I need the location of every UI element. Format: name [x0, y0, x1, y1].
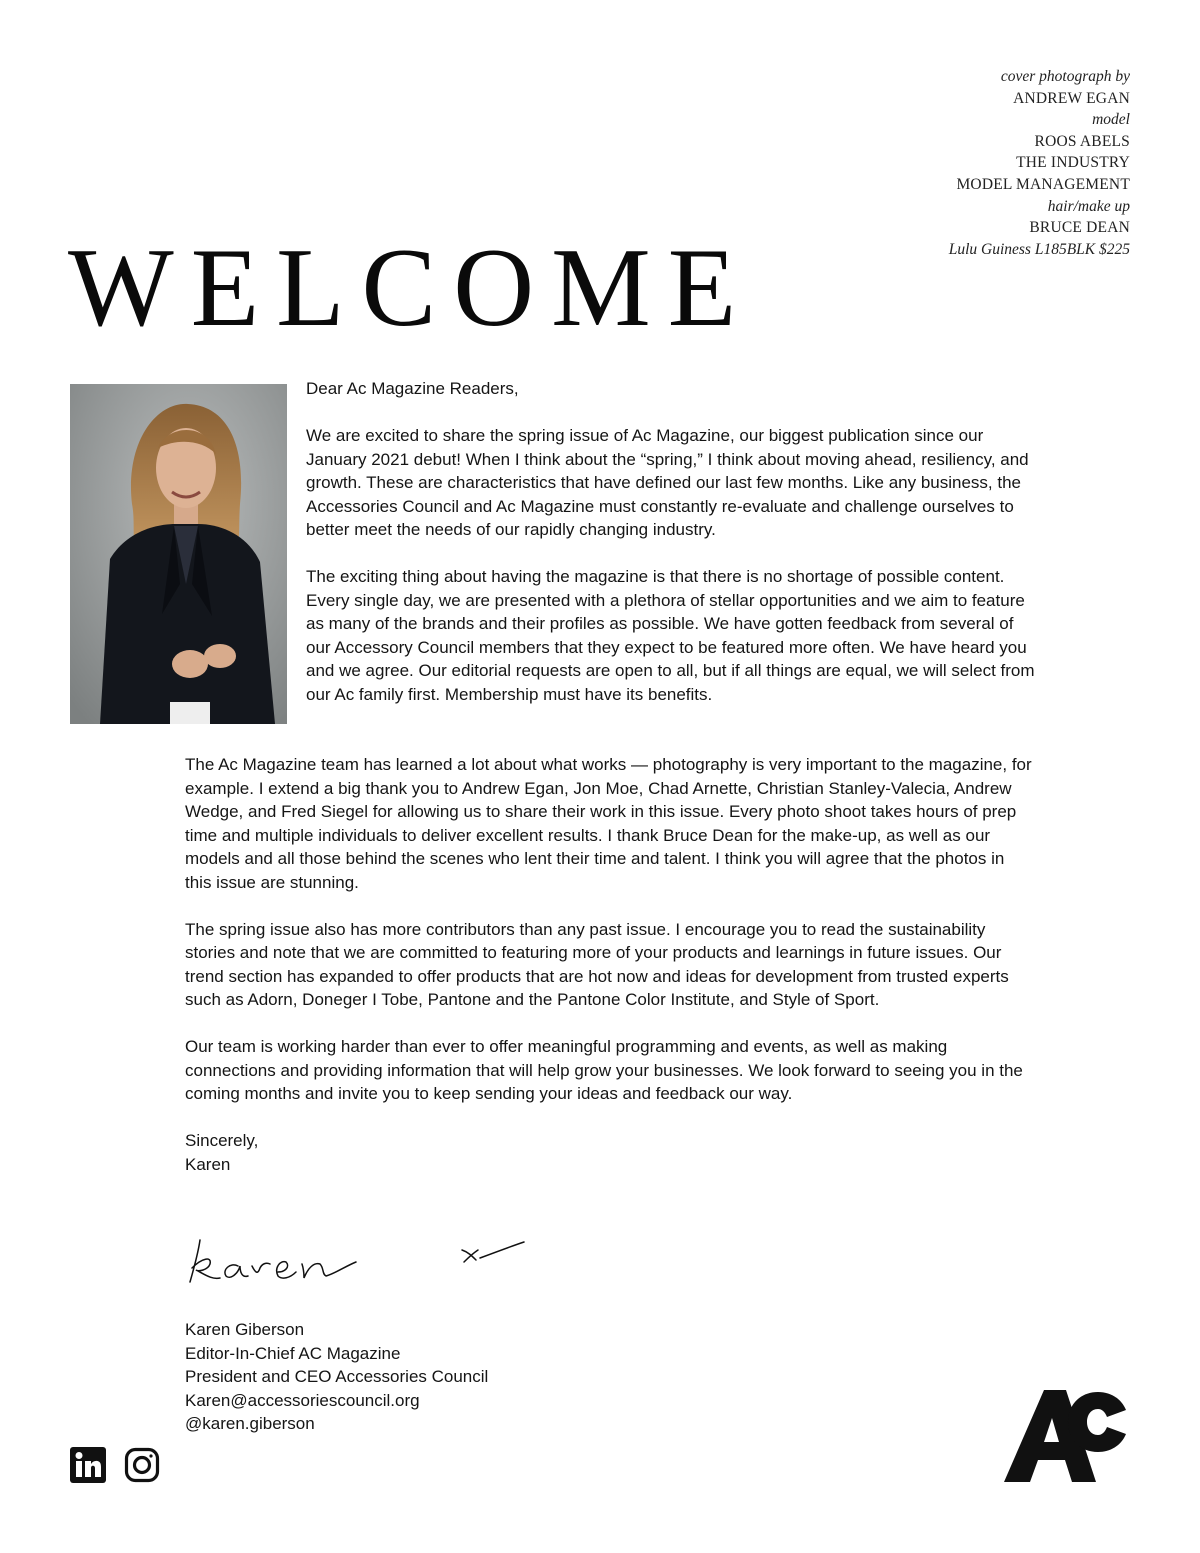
letter-body [185, 753, 1035, 1176]
closing: Sincerely, [185, 1131, 259, 1150]
letter-paragraph: The exciting thing about having the magazine is that there is no shortage of possible content. Every single day, we are presented with a plethora of stellar opportunities and we aim to feature as many of the brands and their profiles as possible. We have gotten feedback from several of our Accessory Council members that they expect to be featured more often. We have heard you and we agree. Our editorial requests are open to all, but if all things are equal, we will select from our Ac family first. Membership must have its benefits. [306, 567, 1035, 704]
linkedin-icon[interactable] [70, 1447, 106, 1483]
product-credit: Lulu Guiness L185BLK $225 [948, 240, 1130, 258]
contact-name: Karen Giberson [185, 1320, 305, 1339]
closing-block [185, 1129, 1035, 1176]
model-name: ROOS ABELS [1034, 132, 1130, 150]
portrait-photo [70, 384, 287, 724]
letter-paragraph: Our team is working harder than ever to offer meaningful programming and events, as well as making connections and providing information that will help grow your businesses. We look forward to seeing you in the coming months and invite you to keep sending your ideas and feedback our way. [185, 1037, 1023, 1103]
letter-intro [306, 377, 1036, 730]
hair-makeup-label: hair/make up [1047, 197, 1130, 215]
contact-title: President and CEO Accessories Council [185, 1367, 489, 1386]
handwritten-signature [186, 1228, 536, 1288]
agency-line-1: THE INDUSTRY [1016, 154, 1130, 172]
agency-line-2: MODEL MANAGEMENT [956, 175, 1130, 193]
salutation: Dear Ac Magazine Readers, [306, 379, 519, 398]
contact-block [185, 1318, 685, 1436]
letter-paragraph: We are excited to share the spring issue of Ac Magazine, our biggest publication since our January 2021 debut! When I think about the “spring,” I think about moving ahead, resiliency, and growth. These are characteristics that have defined our last few months. Like any business, the Accessories Council and Ac Magazine must constantly re-evaluate and challenge ourselves to better meet the needs of our rapidly changing industry. [306, 426, 1029, 539]
hair-makeup-name: BRUCE DEAN [1029, 219, 1130, 237]
contact-handle[interactable]: @karen.giberson [185, 1414, 315, 1433]
closing-name: Karen [185, 1154, 231, 1174]
photo-credits [830, 66, 1130, 260]
cover-photo-label: cover photograph by [1000, 68, 1130, 85]
model-label: model [1092, 111, 1130, 129]
photographer-name: ANDREW EGAN [1013, 89, 1130, 107]
letter-paragraph: The spring issue also has more contributors than any past issue. I encourage you to read the sustainability stories and note that we are committed to featuring more of your products and learnings in future issues. Our trend section has expanded to offer products that are hot now and ideas for development from trusted experts such as Adorn, Doneger I Tobe, Pantone and the Pantone Color Institute, and Style of Sport. [185, 919, 1009, 1009]
contact-email[interactable]: Karen@accessoriescouncil.org [185, 1390, 420, 1410]
page-title: WELCOME [68, 226, 754, 350]
instagram-icon[interactable] [124, 1447, 160, 1483]
contact-title: Editor-In-Chief AC Magazine [185, 1343, 401, 1363]
letter-paragraph: The Ac Magazine team has learned a lot about what works — photography is very important to the magazine, for example. I extend a big thank you to Andrew Egan, Jon Moe, Chad Arnette, Christian Stanley-Valecia, Andrew Wedge, and Fred Siegel for allowing us to share their work in this issue. Every photo shoot takes hours of prep time and multiple individuals to deliver excellent results. I thank Bruce Dean for the make-up, as well as our models and all those behind the scenes who lent their time and talent. I think you will agree that the photos in this issue are stunning. [185, 755, 1032, 892]
ac-logo [1004, 1388, 1130, 1484]
